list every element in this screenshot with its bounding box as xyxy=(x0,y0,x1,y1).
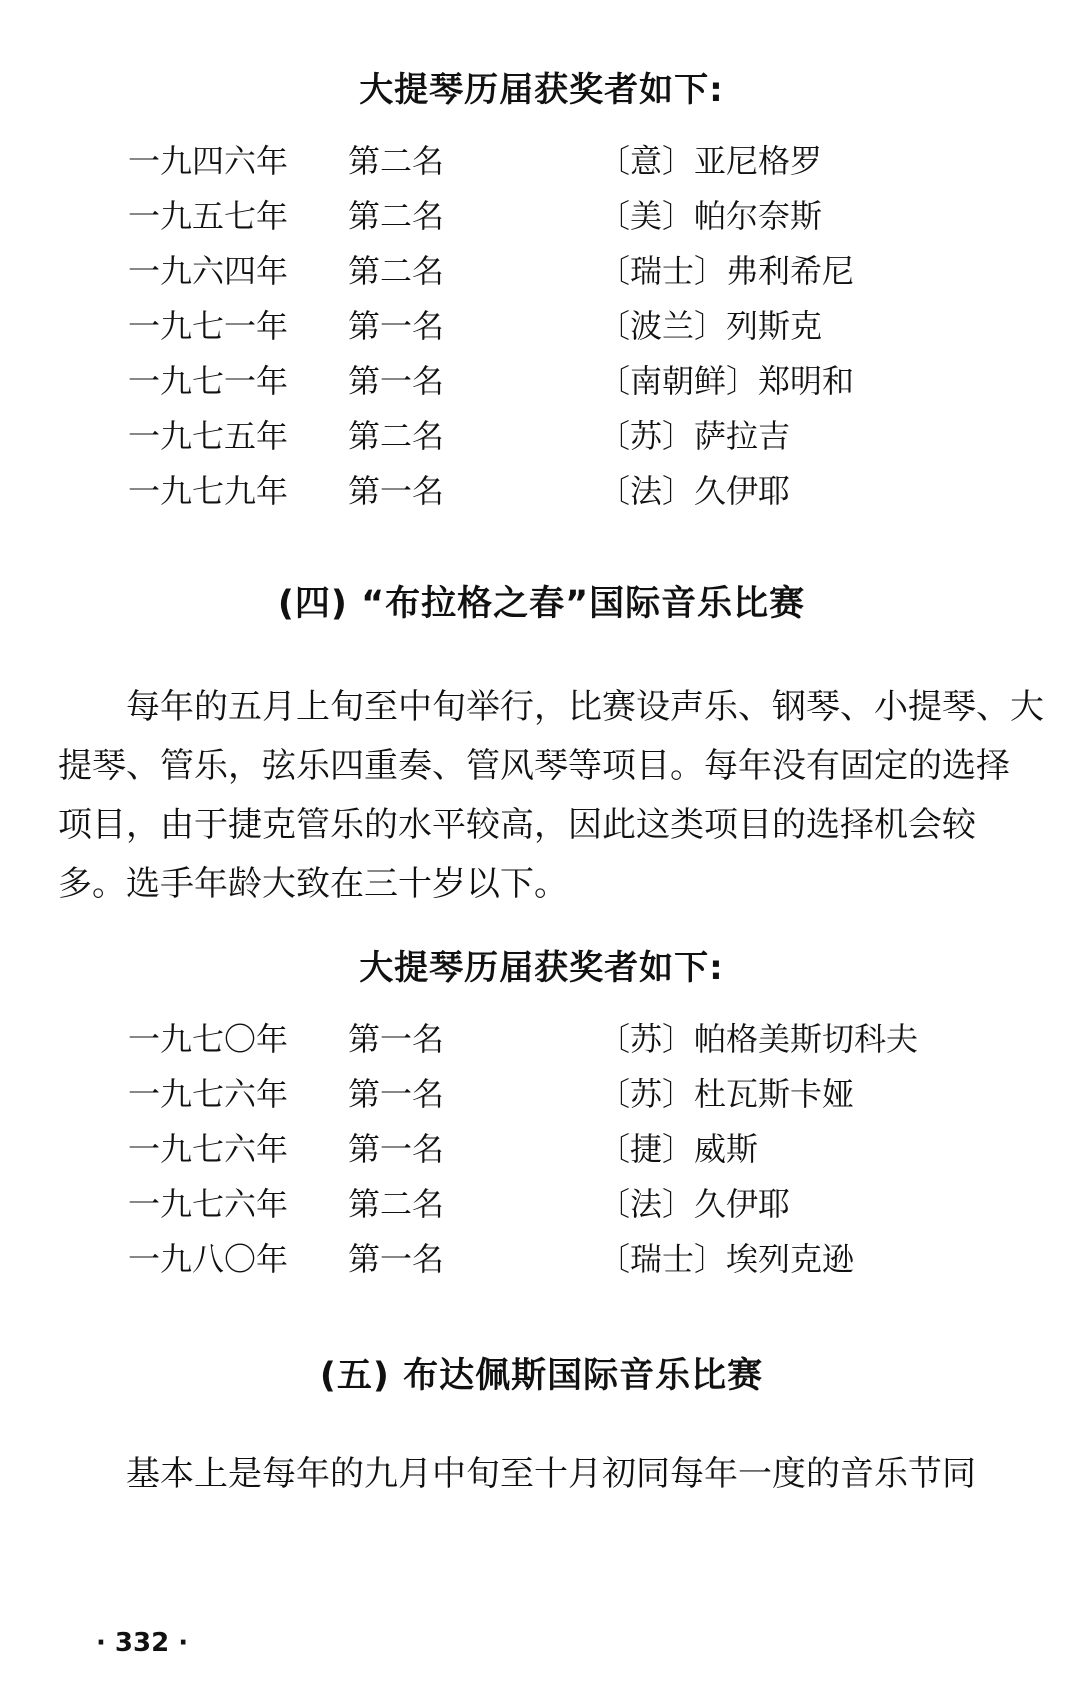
winner-place: 第二名 xyxy=(348,417,445,455)
winner-country-name xyxy=(598,1179,790,1225)
winner-country-name xyxy=(598,1124,758,1170)
winner-row xyxy=(0,356,1083,404)
paragraph-line: 提琴、管乐，弦乐四重奏、管风琴等项目。每年没有固定的选择 xyxy=(58,746,1010,786)
winner-country: 〔法〕 xyxy=(598,472,695,510)
page-number: · 332 · xyxy=(96,1628,189,1658)
winner-country-name xyxy=(598,356,854,402)
winner-row xyxy=(0,246,1083,294)
winner-country: 〔瑞士〕 xyxy=(598,1240,727,1278)
prague-spring-paragraph xyxy=(58,678,1043,914)
cello-winners-heading-1: 大提琴历届获奖者如下: xyxy=(359,70,724,110)
winner-country: 〔意〕 xyxy=(598,142,695,180)
winner-year: 一九七一年 xyxy=(128,307,289,345)
winner-row xyxy=(0,1014,1083,1062)
winner-place: 第一名 xyxy=(348,307,445,345)
winner-place: 第一名 xyxy=(348,362,445,400)
winner-year: 一九七一年 xyxy=(128,362,289,400)
winner-country: 〔苏〕 xyxy=(598,1075,695,1113)
winner-year: 一九七五年 xyxy=(128,417,289,455)
winner-country: 〔波兰〕 xyxy=(598,307,727,345)
winner-place: 第一名 xyxy=(348,1130,445,1168)
winner-country: 〔美〕 xyxy=(598,197,695,235)
winner-name: 弗利希尼 xyxy=(726,252,855,290)
winner-country: 〔捷〕 xyxy=(598,1130,695,1168)
winner-name: 帕尔奈斯 xyxy=(694,197,823,235)
winner-row xyxy=(0,466,1083,514)
winner-name: 久伊耶 xyxy=(694,1185,791,1223)
winner-place: 第一名 xyxy=(348,1240,445,1278)
cello-winners-heading-2: 大提琴历届获奖者如下: xyxy=(359,948,724,988)
winner-place: 第一名 xyxy=(348,472,445,510)
winner-name: 威斯 xyxy=(694,1130,759,1168)
winner-country-name xyxy=(598,466,790,512)
winner-row xyxy=(0,411,1083,459)
winner-country: 〔瑞士〕 xyxy=(598,252,727,290)
winner-row xyxy=(0,301,1083,349)
winner-place: 第一名 xyxy=(348,1075,445,1113)
winner-place: 第二名 xyxy=(348,252,445,290)
winner-name: 亚尼格罗 xyxy=(694,142,823,180)
winner-row xyxy=(0,1124,1083,1172)
winner-country: 〔苏〕 xyxy=(598,1020,695,1058)
winner-name: 埃列克逊 xyxy=(726,1240,855,1278)
winner-place: 第二名 xyxy=(348,1185,445,1223)
winner-name: 帕格美斯切科夫 xyxy=(694,1020,919,1058)
paragraph-line: 基本上是每年的九月中旬至十月初同每年一度的音乐节同 xyxy=(126,1454,976,1494)
winner-country-name xyxy=(598,411,790,457)
winner-name: 久伊耶 xyxy=(694,472,791,510)
winner-country-name xyxy=(598,301,822,347)
winner-year: 一九七九年 xyxy=(128,472,289,510)
winner-place: 第二名 xyxy=(348,197,445,235)
winner-name: 萨拉吉 xyxy=(694,417,791,455)
paragraph-line: 多。选手年龄大致在三十岁以下。 xyxy=(58,864,568,904)
winner-country-name xyxy=(598,1234,854,1280)
paragraph-line: 项目，由于捷克管乐的水平较高，因此这类项目的选择机会较 xyxy=(58,805,976,845)
winner-year: 一九五七年 xyxy=(128,197,289,235)
section-title-prague-spring: (四) “布拉格之春”国际音乐比赛 xyxy=(277,584,806,624)
winner-name: 郑明和 xyxy=(758,362,855,400)
paragraph-line: 每年的五月上旬至中旬举行，比赛设声乐、钢琴、小提琴、大 xyxy=(126,687,1044,727)
winner-place: 第一名 xyxy=(348,1020,445,1058)
winner-country: 〔南朝鲜〕 xyxy=(598,362,759,400)
winner-row xyxy=(0,191,1083,239)
winner-country-name xyxy=(598,1014,918,1060)
budapest-paragraph xyxy=(58,1445,1043,1504)
winner-country-name xyxy=(598,1069,854,1115)
winner-year: 一九七六年 xyxy=(128,1130,289,1168)
winner-country-name xyxy=(598,191,822,237)
winner-year: 一九六四年 xyxy=(128,252,289,290)
winner-row xyxy=(0,1234,1083,1282)
winner-year: 一九四六年 xyxy=(128,142,289,180)
winner-country: 〔法〕 xyxy=(598,1185,695,1223)
winner-place: 第二名 xyxy=(348,142,445,180)
winner-year: 一九七〇年 xyxy=(128,1020,289,1058)
winner-country: 〔苏〕 xyxy=(598,417,695,455)
section-title-budapest: (五) 布达佩斯国际音乐比赛 xyxy=(319,1356,764,1396)
winner-row xyxy=(0,1179,1083,1227)
winner-name: 列斯克 xyxy=(726,307,823,345)
winner-name: 杜瓦斯卡娅 xyxy=(694,1075,855,1113)
winner-country-name xyxy=(598,246,854,292)
winner-country-name xyxy=(598,136,822,182)
winner-year: 一九八〇年 xyxy=(128,1240,289,1278)
winner-row xyxy=(0,1069,1083,1117)
winner-year: 一九七六年 xyxy=(128,1075,289,1113)
winner-row xyxy=(0,136,1083,184)
winner-year: 一九七六年 xyxy=(128,1185,289,1223)
